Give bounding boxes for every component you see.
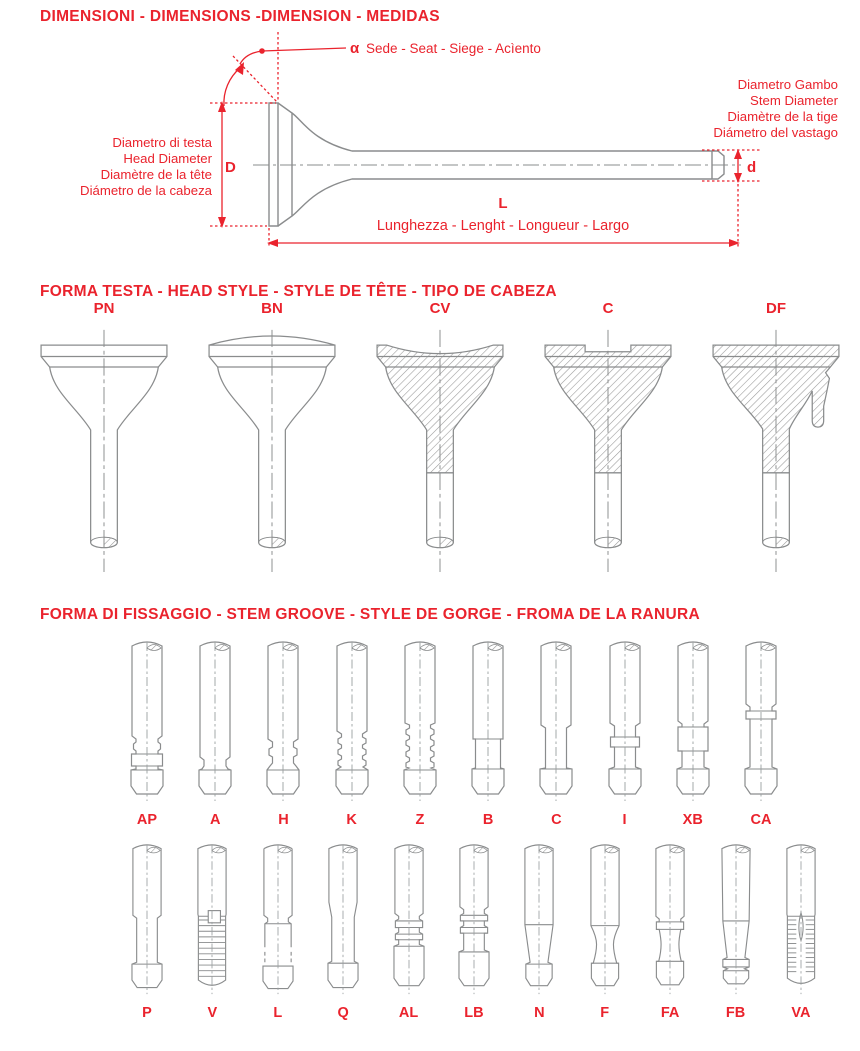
- stem-groove-item-VA: [770, 843, 832, 1021]
- valve-outline: [253, 103, 741, 226]
- length-label: Lunghezza - Lenght - Longueur - Largo: [376, 218, 630, 234]
- head-style-item-DF: [694, 300, 858, 576]
- stem-groove-item-XB: [660, 640, 726, 828]
- stem-groove-drawing-C: [523, 640, 589, 804]
- head-style-item-CV: [358, 300, 522, 576]
- stem-groove-drawing-L: [247, 843, 309, 997]
- stem-groove-item-F: [574, 843, 636, 1021]
- stem-groove-item-I: [592, 640, 658, 828]
- head-diameter-label: [80, 135, 213, 198]
- stem-groove-item-FB: [705, 843, 767, 1021]
- stem-groove-item-C: [523, 640, 589, 828]
- svg-text:Diamètre de la tête: Diamètre de la tête: [100, 167, 212, 182]
- stem-groove-code: VA: [791, 1005, 811, 1021]
- stem-groove-drawing-VA: [770, 843, 832, 997]
- stem-groove-item-B: [455, 640, 521, 828]
- stem-groove-item-L: [247, 843, 309, 1021]
- valve-dimension-drawing: [0, 0, 860, 258]
- head-style-item-C: [526, 300, 690, 576]
- stem-groove-item-V: [181, 843, 243, 1021]
- stem-groove-drawing-P: [116, 843, 178, 997]
- stem-groove-drawing-A: [182, 640, 248, 804]
- head-style-drawing-DF: [694, 322, 858, 576]
- stem-groove-item-LB: [443, 843, 505, 1021]
- stem-groove-drawing-F: [574, 843, 636, 997]
- stem-groove-drawing-Q: [312, 843, 374, 997]
- stem-groove-drawing-FB: [705, 843, 767, 997]
- stem-groove-code: CA: [750, 812, 772, 828]
- stem-groove-item-P: [116, 843, 178, 1021]
- svg-text:Diametro Gambo: Diametro Gambo: [737, 77, 838, 92]
- stem-groove-code: H: [278, 812, 289, 828]
- head-styles-title: FORMA TESTA - HEAD STYLE - STYLE DE TÊTE - TIPO DE CABEZA: [40, 283, 557, 300]
- stem-groove-drawing-AL: [378, 843, 440, 997]
- stem-groove-drawing-AP: [114, 640, 180, 804]
- stem-groove-drawing-LB: [443, 843, 505, 997]
- stem-diameter-label: [713, 77, 838, 140]
- stem-grooves-row-2: [116, 843, 832, 1021]
- stem-groove-code: K: [346, 812, 357, 828]
- stem-groove-drawing-XB: [660, 640, 726, 804]
- svg-text:Stem Diameter: Stem Diameter: [750, 93, 838, 108]
- stem-groove-code: FB: [725, 1005, 746, 1021]
- stem-groove-drawing-H: [250, 640, 316, 804]
- stem-groove-drawing-FA: [639, 843, 701, 997]
- stem-groove-code: L: [273, 1005, 283, 1021]
- stem-groove-drawing-Z: [387, 640, 453, 804]
- head-styles-row: [22, 300, 858, 576]
- head-style-drawing-C: [526, 322, 690, 576]
- stem-groove-item-K: [319, 640, 385, 828]
- stem-groove-code: N: [534, 1005, 545, 1021]
- stem-groove-drawing-V: [181, 843, 243, 997]
- head-style-code: C: [602, 300, 614, 317]
- dimension-L-symbol: L: [498, 195, 508, 212]
- svg-text:Diámetro de la cabeza: Diámetro de la cabeza: [80, 183, 212, 198]
- stem-groove-item-H: [250, 640, 316, 828]
- seat-angle-symbol: α: [350, 40, 360, 57]
- head-style-code: CV: [429, 300, 451, 317]
- stem-groove-code: XB: [682, 812, 703, 828]
- stem-groove-item-Z: [387, 640, 453, 828]
- head-style-drawing-PN: [22, 322, 186, 576]
- stem-groove-item-CA: [728, 640, 794, 828]
- head-style-code: PN: [93, 300, 115, 317]
- svg-text:Diámetro del vastago: Diámetro del vastago: [713, 125, 838, 140]
- head-style-drawing-BN: [190, 322, 354, 576]
- svg-text:Head Diameter: Head Diameter: [123, 151, 212, 166]
- stem-groove-drawing-N: [508, 843, 570, 997]
- stem-groove-item-A: [182, 640, 248, 828]
- head-style-code: DF: [766, 300, 786, 317]
- head-style-code: BN: [261, 300, 283, 317]
- stem-groove-item-AL: [378, 843, 440, 1021]
- stem-groove-item-Q: [312, 843, 374, 1021]
- stem-groove-code: C: [551, 812, 562, 828]
- head-style-drawing-CV: [358, 322, 522, 576]
- stem-groove-code: V: [207, 1005, 218, 1021]
- stem-groove-drawing-K: [319, 640, 385, 804]
- stem-grooves-title: FORMA DI FISSAGGIO - STEM GROOVE - STYLE DE GORGE - FROMA DE LA RANURA: [40, 606, 700, 623]
- svg-text:Diametro di testa: Diametro di testa: [112, 135, 212, 150]
- seat-label: Sede - Seat - Siege - Acìento: [366, 41, 541, 56]
- stem-groove-item-FA: [639, 843, 701, 1021]
- stem-groove-drawing-B: [455, 640, 521, 804]
- head-style-item-BN: [190, 300, 354, 576]
- dimensions-title: DIMENSIONI - DIMENSIONS -DIMENSION - MEDIDAS: [40, 8, 440, 25]
- stem-groove-code: AP: [136, 812, 158, 828]
- stem-groove-item-AP: [114, 640, 180, 828]
- stem-groove-code: P: [142, 1005, 152, 1021]
- dimension-d-symbol: d: [747, 159, 757, 176]
- stem-groove-drawing-I: [592, 640, 658, 804]
- stem-groove-code: A: [209, 812, 221, 828]
- stem-groove-code: FA: [660, 1005, 680, 1021]
- stem-groove-code: B: [482, 812, 494, 828]
- stem-groove-code: Z: [415, 812, 425, 828]
- stem-groove-code: F: [600, 1005, 610, 1021]
- stem-groove-code: I: [622, 812, 627, 828]
- dimension-D-symbol: D: [225, 159, 236, 176]
- stem-groove-code: LB: [464, 1005, 484, 1021]
- stem-groove-item-N: [508, 843, 570, 1021]
- seat-leader-line: [240, 48, 346, 64]
- seat-angle-arc: [224, 68, 240, 106]
- svg-text:Diamètre de la tige: Diamètre de la tige: [727, 109, 838, 124]
- stem-groove-code: Q: [337, 1005, 349, 1021]
- head-style-item-PN: [22, 300, 186, 576]
- stem-groove-drawing-CA: [728, 640, 794, 804]
- stem-grooves-row-1: [114, 640, 794, 828]
- stem-groove-code: AL: [398, 1005, 419, 1021]
